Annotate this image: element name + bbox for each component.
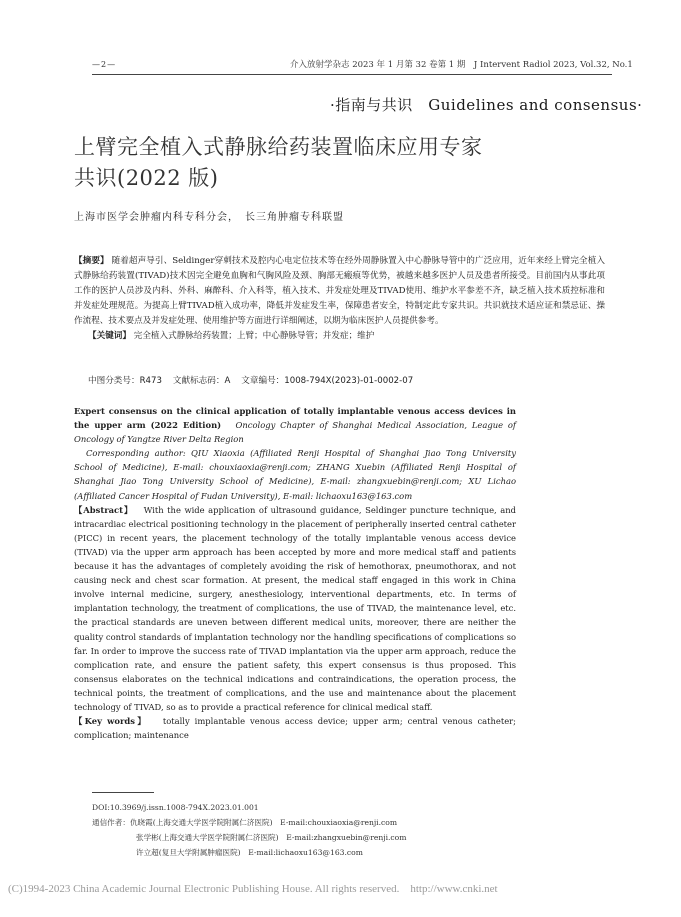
- english-keywords-label: 【Key words】: [74, 716, 148, 727]
- doc-code-value: A: [224, 376, 231, 386]
- page-number: —2—: [92, 60, 117, 69]
- keywords-zh: [74, 329, 605, 344]
- header-rule: [92, 74, 612, 75]
- english-abstract-block: [74, 404, 516, 742]
- keywords-zh-text: 完全植入式静脉给药装置；上臂；中心静脉导管；并发症；维护: [133, 331, 375, 341]
- section-heading: ·指南与共识 Guidelines and consensus·: [330, 96, 643, 114]
- copyright-watermark: (C)1994-2023 China Academic Journal Electronic Publishing House. All rights reserved. http://www.cnki.net: [8, 883, 498, 895]
- footnote-rule: [92, 792, 154, 793]
- clc-label: 中图分类号：: [88, 376, 140, 386]
- abstract-zh-text: 随着超声导引、Seldinger穿刺技术及腔内心电定位技术等在经外周静脉置入中心静脉导管中的广泛应用，近年来经上臂完全植入式静脉给药装置(TIVAD)技术因完全避免血胸和气胸风险及颈、胸部无瘢痕等优势，被越来越多医护人员及患者所接受。目前国内从事此项工作的医护人员涉及内科、外科、麻醉科、介入科等，植入技术、并发症处理及TIVAD使用、维护水平参差不齐，缺乏植入技术质控标准和并发症处理规范。为提高上臂TIVAD植入成功率，降低并发症发生率，保障患者安全，特制定此专家共识。共识就技术适应证和禁忌证、操作流程、技术要点及并发症处理、使用维护等方面进行详细阐述，以期为临床医护人员提供参考。: [74, 256, 605, 326]
- authors: 上海市医学会肿瘤内科专科分会， 长三角肿瘤专科联盟: [74, 212, 344, 223]
- footnotes: [92, 800, 406, 860]
- title-line-2: 共识(2022 版): [74, 166, 219, 190]
- english-abstract: [74, 503, 516, 714]
- english-keywords: [74, 714, 516, 742]
- article-number-value: 1008-794X(2023)-01-0002-07: [284, 376, 414, 386]
- clc-value: R473: [139, 376, 162, 386]
- abstract-zh: [74, 254, 605, 329]
- footnote-line-2: 张学彬(上海交通大学医学院附属仁济医院) E-mail:zhangxuebin@renji.com: [136, 833, 407, 842]
- english-abstract-label: 【Abstract】: [74, 504, 134, 515]
- english-abstract-text: With the wide application of ultrasound guidance, Seldinger puncture technique, and intracardiac electrical positioning technology in the placement of peripherally inserted central catheter (PICC) in recent years, the placement technology of the totally implantable venous access device (TIVAD) via the upper arm approach has been accepted by more and more medical staff and patients because it has the advantages of completely avoiding the risk of hemothorax, pneumothorax, and not causing neck and chest scar formation. At present, the medical staff engaged in this work in China involve internal medicine, surgery, anesthesiology, interventional departments, etc. In terms of implantation technology, the treatment of complications, the use of TIVAD, the maintenance level, etc. the practical standards are uneven between different medical units, moreover, there are neither the quality control standards of implantation technology nor the handling specifications of complications so far. In order to improve the success rate of TIVAD implantation via the upper arm approach, reduce the complication rate, and ensure the patient safety, this expert consensus is thus proposed. This consensus elaborates on the technical indications and contraindications, the operation process, the technical points, the treatment of complications, and the use and maintenance about the placement technology of TIVAD, so as to provide a practical reference for clinical medical staff.: [74, 504, 516, 712]
- footnote-line-1: 通信作者：仇晓霞(上海交通大学医学院附属仁济医院) E-mail:chouxiaoxia@renji.com: [92, 818, 398, 827]
- doi: DOI:10.3969/j.issn.1008-794X.2023.01.001: [92, 803, 259, 812]
- keywords-zh-label: 【关键词】: [88, 331, 131, 341]
- article-number-label: 文章编号：: [241, 376, 285, 386]
- english-affiliation: Oncology Chapter of Shanghai Medical Association, League of Oncology of Yangtze River Delta Region: [74, 420, 516, 445]
- doc-code-label: 文献标志码：: [172, 376, 225, 386]
- article-title: [74, 132, 534, 194]
- abstract-zh-label: 【摘要】: [74, 256, 109, 266]
- title-line-1: 上臂完全植入式静脉给药装置临床应用专家: [74, 135, 483, 159]
- english-title: Expert consensus on the clinical application of totally implantable venous access devices in the upper arm (2022 Edition): [74, 406, 516, 431]
- english-title-paragraph: [74, 404, 516, 446]
- classification-line: [88, 374, 413, 386]
- english-keywords-text: totally implantable venous access device; upper arm; central venous catheter; complication; maintenance: [74, 716, 517, 741]
- corresponding-authors: Corresponding author: QIU Xiaoxia (Affiliated Renji Hospital of Shanghai Jiao Tong University School of Medicine), E-mail: chouxiaoxia@renji.com; ZHANG Xuebin (Affiliated Renji Hospital of Shanghai Jiao Tong University School of Medicine), E-mail: zhangxuebin@renji.com; XU Lichao (Affiliated Cancer Hospital of Fudan University), E-mail: lichaoxu163@163.com: [74, 448, 516, 501]
- chinese-abstract-block: [74, 254, 605, 344]
- journal-header: 介入放射学杂志 2023 年 1 月第 32 卷第 1 期 J Intervent Radiol 2023, Vol.32, No.1: [290, 60, 633, 70]
- footnote-line-3: 许立超(复旦大学附属肿瘤医院) E-mail:lichaoxu163@163.com: [136, 848, 363, 857]
